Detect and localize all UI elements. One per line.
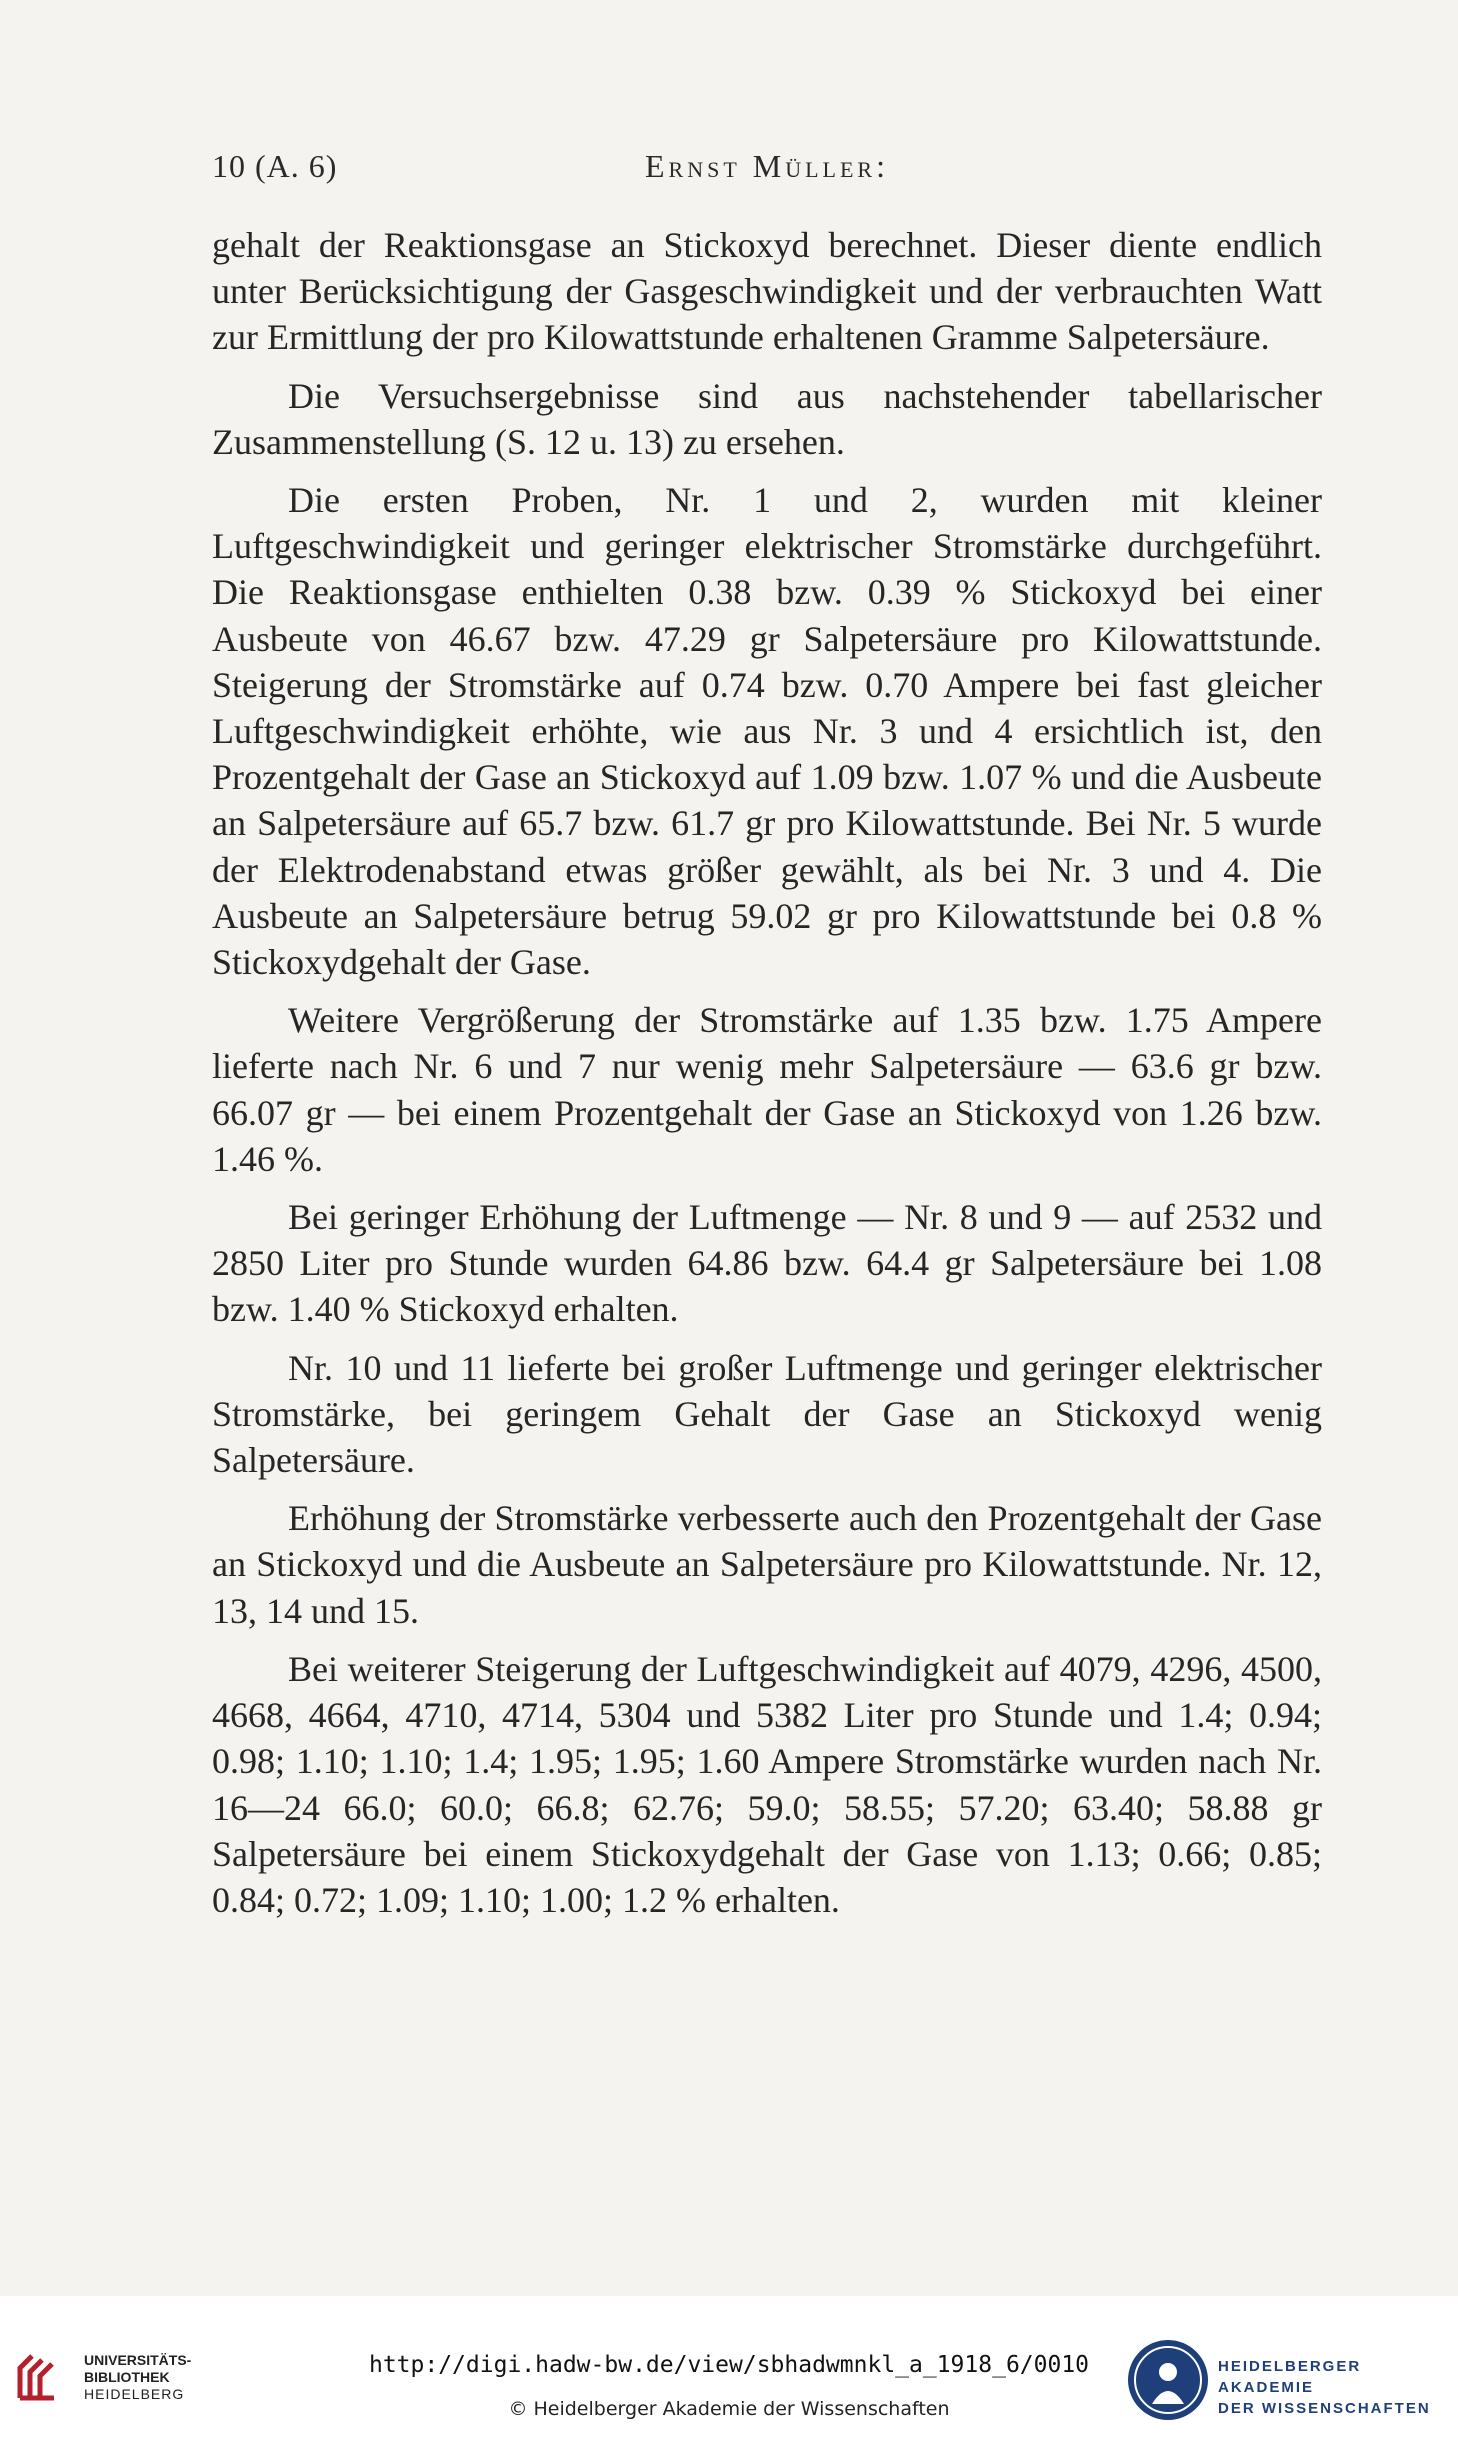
copyright-notice: © Heidelberger Akademie der Wissenschaften: [508, 2398, 950, 2420]
body-text: [212, 222, 1322, 1935]
paragraph: Bei weiterer Steigerung der Luftgeschwindigkeit auf 4079, 4296, 4500, 4668, 4664, 4710, 4714, 5304 und 5382 Liter pro Stunde und 1.4; 0.94; 0.98; 1.10; 1.10; 1.4; 1.95; 1.95; 1.60 Ampere Stromstärke wurden nach Nr. 16—24 66.0; 60.0; 66.8; 62.76; 59.0; 58.55; 57.20; 63.40; 58.88 gr Salpetersäure bei einem Stickoxydgehalt der Gase von 1.13; 0.66; 0.85; 0.84; 0.72; 1.09; 1.10; 1.00; 1.2 % erhalten.: [212, 1648, 1322, 1920]
academy-logo-line: DER WISSENSCHAFTEN: [1218, 2400, 1431, 2417]
library-logo-line: HEIDELBERG: [84, 2386, 185, 2402]
paragraph: Bei geringer Erhöhung der Luftmenge — Nr. 8 und 9 — auf 2532 und 2850 Liter pro Stunde wurden 64.86 bzw. 64.4 gr Salpetersäure bei 1.08 bzw. 1.40 % Stickoxyd erhalten.: [212, 1197, 1322, 1330]
academy-logo-text: [1218, 2356, 1458, 2419]
paragraph: Weitere Vergrößerung der Stromstärke auf 1.35 bzw. 1.75 Ampere lieferte nach Nr. 6 und 7 nur wenig mehr Salpetersäure — 63.6 gr bzw. 66.07 gr — bei einem Prozentgehalt der Gase an Stickoxyd von 1.26 bzw. 1.46 %.: [212, 1000, 1322, 1179]
academy-logo-line: HEIDELBERGER AKADEMIE: [1218, 2358, 1362, 2396]
page-reference: 10 (A. 6): [212, 148, 338, 184]
source-url-link[interactable]: http://digi.hadw-bw.de/view/sbhadwmnkl_a_1918_6/0010: [368, 2352, 1090, 2378]
paragraph: Nr. 10 und 11 lieferte bei großer Luftmenge und geringer elektrischer Stromstärke, bei geringem Gehalt der Gase an Stickoxyd wenig Salpetersäure.: [212, 1347, 1322, 1481]
running-header: [212, 148, 1322, 188]
academy-seal-icon: [1126, 2338, 1210, 2422]
author-name: Ernst Müller:: [644, 148, 889, 184]
library-logo-line: UNIVERSITÄTS-: [84, 2352, 192, 2368]
paragraph: Die Versuchsergebnisse sind aus nachstehender tabellarischer Zusammenstellung (S. 12 u. 13) zu ersehen.: [212, 375, 1322, 462]
paragraph: gehalt der Reaktionsgase an Stickoxyd berechnet. Dieser diente endlich unter Berücksichtigung der Gasgeschwindigkeit und der verbrauchten Watt zur Ermittlung der pro Kilowattstunde erhaltenen Gramme Salpetersäure.: [212, 225, 1322, 358]
library-logo-line: BIBLIOTHEK: [84, 2369, 170, 2385]
paragraph: Erhöhung der Stromstärke verbesserte auch den Prozentgehalt der Gase an Stickoxyd und die Ausbeute an Salpetersäure pro Kilowattstunde. Nr. 12, 13, 14 und 15.: [212, 1498, 1322, 1631]
paragraph: Die ersten Proben, Nr. 1 und 2, wurden mit kleiner Luftgeschwindigkeit und geringer elektrischer Stromstärke durchgeführt. Die Reaktionsgase enthielten 0.38 bzw. 0.39 % Stickoxyd bei einer Ausbeute von 46.67 bzw. 47.29 gr Salpetersäure pro Kilowattstunde. Steigerung der Stromstärke auf 0.74 bzw. 0.70 Ampere bei fast gleicher Luftgeschwindigkeit erhöhte, wie aus Nr. 3 und 4 ersichtlich ist, den Prozentgehalt der Gase an Stickoxyd auf 1.09 bzw. 1.07 % und die Ausbeute an Salpetersäure auf 65.7 bzw. 61.7 gr pro Kilowattstunde. Bei Nr. 5 wurde der Elektrodenabstand etwas größer gewählt, als bei Nr. 3 und 4. Die Ausbeute an Salpetersäure betrug 59.02 gr pro Kilowattstunde bei 0.8 % Stickoxydgehalt der Gase.: [212, 480, 1322, 983]
